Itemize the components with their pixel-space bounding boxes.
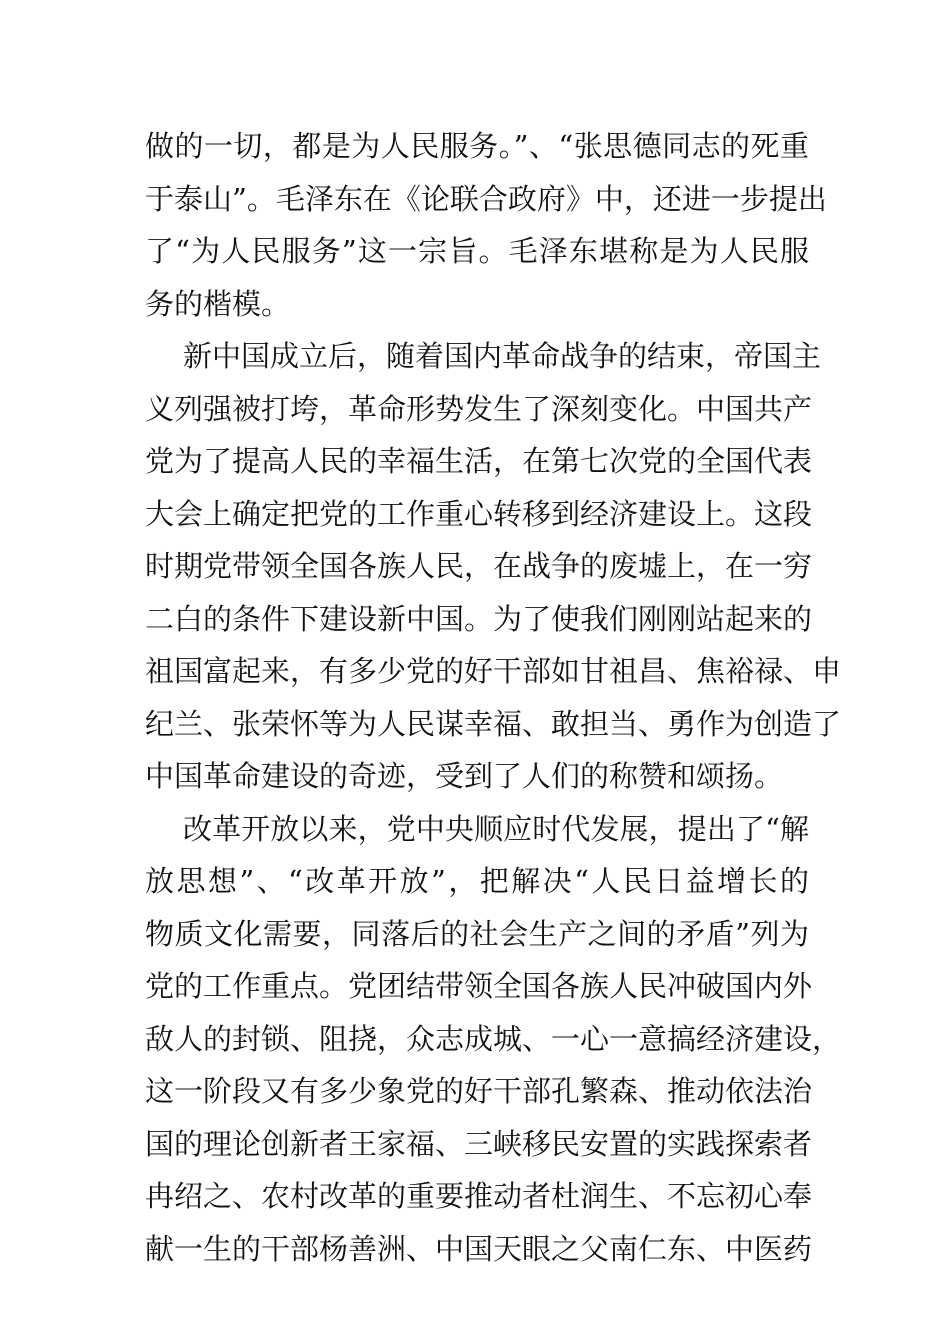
text-line: 冉绍之、农村改革的重要推动者杜润生、不忘初心奉	[145, 1179, 813, 1213]
text-line: 放思想”、“改革开放”，把解决“人民日益增长的	[145, 864, 809, 898]
text-line: 纪兰、张荣怀等为人民谋幸福、敢担当、勇作为创造了	[145, 706, 842, 741]
text-line: 于泰山”。毛泽东在《论联合政府》中，还进一步提出	[145, 181, 827, 216]
paragraph-3	[145, 803, 842, 1276]
text-line: 党为了提高人民的幸福生活，在第七次党的全国代表	[145, 444, 813, 478]
text-line: 义列强被打垮，革命形势发生了深刻变化。中国共产	[145, 391, 813, 426]
text-line: 新中国成立后，随着国内革命战争的结束，帝国主	[183, 339, 822, 373]
text-line: 祖国富起来，有多少党的好干部如甘祖昌、焦裕禄、申	[145, 654, 842, 688]
text-line: 时期党带领全国各族人民，在战争的废墟上，在一穷	[145, 549, 813, 583]
paragraph-1	[145, 120, 827, 330]
text-line: 党的工作重点。党团结带领全国各族人民冲破国内外	[145, 969, 813, 1003]
text-line: 大会上确定把党的工作重心转移到经济建设上。这段	[145, 496, 813, 531]
text-line: 改革开放以来，党中央顺应时代发展，提出了“解	[183, 811, 809, 846]
text-line: 二白的条件下建设新中国。为了使我们刚刚站起来的	[145, 601, 813, 636]
text-line: 务的楷模。	[145, 286, 291, 321]
text-line: 献一生的干部杨善洲、中国天眼之父南仁东、中医药	[145, 1231, 813, 1266]
text-line: 这一阶段又有多少象党的好干部孔繁森、推动依法治	[145, 1074, 813, 1108]
text-line: 了“为人民服务”这一宗旨。毛泽东堪称是为人民服	[145, 234, 809, 268]
text-line: 中国革命建设的奇迹，受到了人们的称赞和颂扬。	[145, 759, 784, 793]
text-line: 国的理论创新者王家福、三峡移民安置的实践探索者	[145, 1126, 813, 1161]
text-line: 做的一切，都是为人民服务。”、“张思德同志的死重	[145, 129, 809, 163]
text-line: 敌人的封锁、阻挠，众志成城、一心一意搞经济建设，	[145, 1021, 842, 1056]
text-line: 物质文化需要，同落后的社会生产之间的矛盾”列为	[145, 916, 809, 951]
document-body	[145, 120, 842, 1275]
paragraph-2	[145, 330, 842, 803]
